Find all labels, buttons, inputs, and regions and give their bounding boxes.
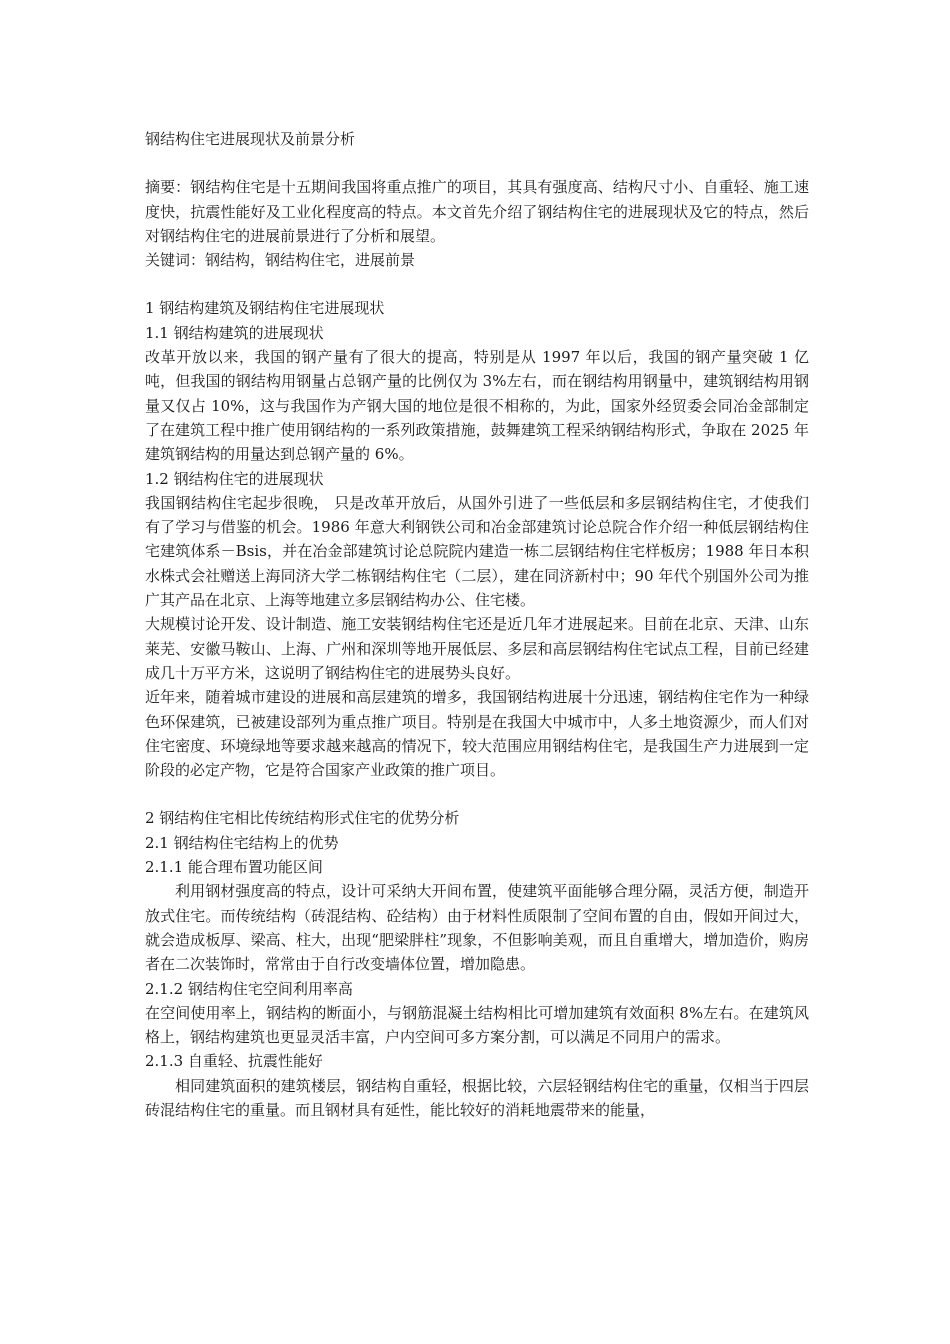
section-1-2-paragraph-2: 大规模讨论开发、设计制造、施工安装钢结构住宅还是近几年才进展起来。目前在北京、天津、山东莱芜、安徽马鞍山、上海、广州和深圳等地开展低层、多层和高层钢结构住宅试点工程，目前已经建成几十万平方米，这说明了钢结构住宅的进展势头良好。 [145,615,809,682]
abstract-paragraph: 摘要：钢结构住宅是十五期间我国将重点推广的项目，其具有强度高、结构尺寸小、自重轻、施工速度快，抗震性能好及工业化程度高的特点。本文首先介绍了钢结构住宅的进展现状及它的特点，然后对钢结构住宅的进展前景进行了分析和展望。 [145,178,809,245]
section-1-2-paragraph-3: 近年来，随着城市建设的进展和高层建筑的增多，我国钢结构进展十分迅速，钢结构住宅作为一种绿色环保建筑，已被建设部列为重点推广项目。特别是在我国大中城市中，人多土地资源少，而人们对住宅密度、环境绿地等要求越来越高的情况下，较大范围应用钢结构住宅，是我国生产力进展到一定阶段的必定产物，它是符合国家产业政策的推广项目。 [145,688,809,780]
section-2-1-2-paragraph: 在空间使用率上，钢结构的断面小，与钢筋混凝土结构相比可增加建筑有效面积 8%左右。在建筑风格上，钢结构建筑也更显灵活丰富，户内空间可多方案分割，可以满足不同用户的需求。 [145,1003,809,1047]
section-2-1-3-heading: 2.1.3 自重轻、抗震性能好 [145,1052,323,1071]
section-1-1-heading: 1.1 钢结构建筑的进展现状 [145,323,324,342]
document-title: 钢结构住宅进展现状及前景分析 [145,130,356,148]
section-1-2-paragraph-1: 我国钢结构住宅起步很晚， 只是改革开放后，从国外引进了一些低层和多层钢结构住宅，才使我们有了学习与借鉴的机会。1986 年意大利钢铁公司和冶金部建筑讨论总院合作介绍一种低层钢结构住宅建筑体系－Bsis，并在冶金部建筑讨论总院院内建造一栋二层钢结构住宅样板房；1988 年日本积水株式会社赠送上海同济大学二栋钢结构住宅（二层），建在同济新村中；90 年代个别国外公司为推广其产品在北京、上海等地建立多层钢结构办公、住宅楼。 [145,493,809,610]
section-2-heading: 2 钢结构住宅相比传统结构形式住宅的优势分析 [145,809,460,828]
section-2-1-3-paragraph: 相同建筑面积的建筑楼层，钢结构自重轻，根据比较，六层轻钢结构住宅的重量，仅相当于四层砖混结构住宅的重量。而且钢材具有延性，能比较好的消耗地震带来的能量， [145,1076,809,1119]
section-1-heading: 1 钢结构建筑及钢结构住宅进展现状 [145,299,385,318]
section-2-1-2-heading: 2.1.2 钢结构住宅空间利用率高 [145,979,353,998]
section-1-1-paragraph: 改革开放以来，我国的钢产量有了很大的提高，特别是从 1997 年以后，我国的钢产量突破 1 亿吨，但我国的钢结构用钢量占总钢产量的比例仅为 3%左右，而在钢结构用钢量中，建筑钢结构用钢量又仅占 10%，这与我国作为产钢大国的地位是很不相称的，为此，国家外经贸委会同冶金部制定了在建筑工程中推广使用钢结构的一系列政策措施，鼓舞建筑工程采纳钢结构形式，争取在 2025 年建筑钢结构的用量达到总钢产量的 6%。 [145,348,809,464]
section-2-1-1-heading: 2.1.1 能合理布置功能区间 [145,858,323,877]
keywords-line: 关键词：钢结构，钢结构住宅，进展前景 [145,251,416,270]
section-2-1-heading: 2.1 钢结构住宅结构上的优势 [145,833,339,852]
section-1-2-heading: 1.2 钢结构住宅的进展现状 [145,469,324,488]
document-page [145,127,809,1122]
section-2-1-1-paragraph: 利用钢材强度高的特点，设计可采纳大开间布置，使建筑平面能够合理分隔，灵活方便，制造开放式住宅。而传统结构（砖混结构、砼结构）由于材料性质限制了空间布置的自由，假如开间过大，就会造成板厚、梁高、柱大，出现“肥梁胖柱”现象，不但影响美观，而且自重增大，增加造价，购房者在二次装饰时，常常由于自行改变墙体位置，增加隐患。 [145,882,809,974]
